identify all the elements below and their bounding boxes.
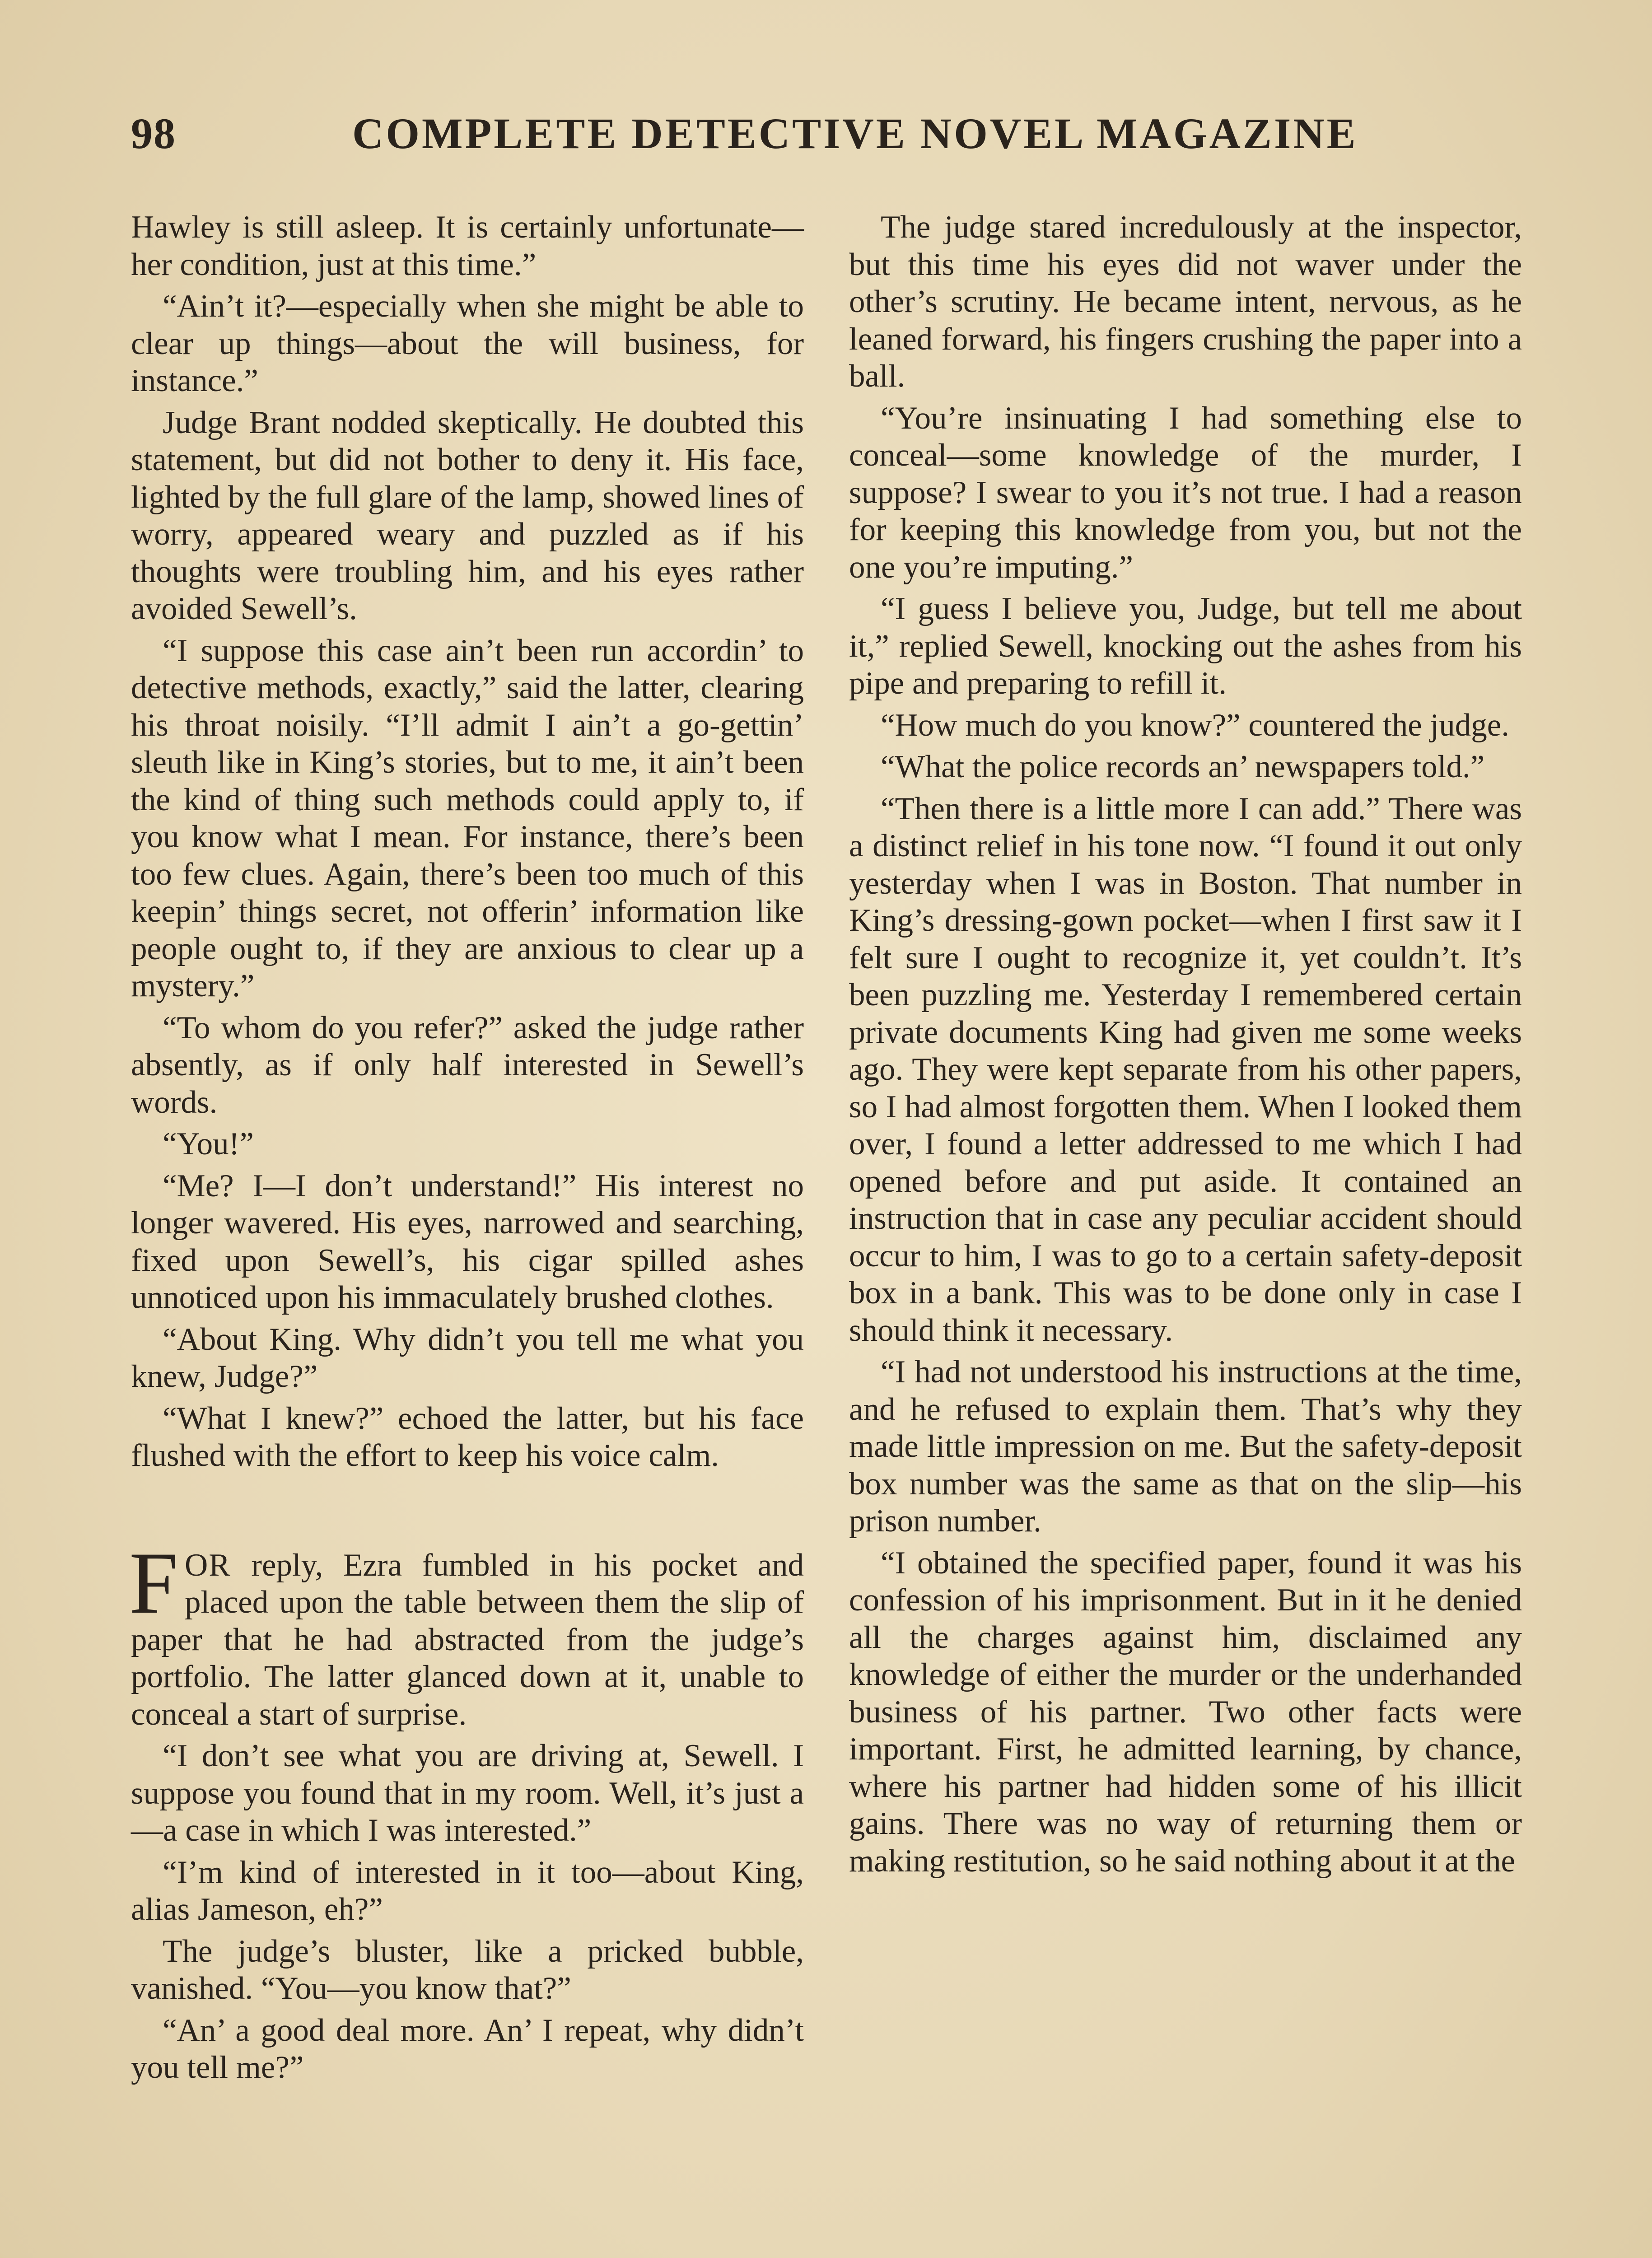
smallcaps-lead: OR (185, 1547, 231, 1583)
paragraph: “I don’t see what you are driving at, Sewell. I suppose you found that in my room. Well, it’s just a—a case in which I was interested.” (131, 1738, 804, 1848)
paragraph: “What I knew?” echoed the latter, but his face flushed with the effort to keep his voice calm. (131, 1400, 804, 1473)
paragraph: “I obtained the specified paper, found it was his confession of his imprisonment. But in it he denied all the charges against him, disclaimed any knowledge of either the murder or the underhanded business of his partner. Two other facts were important. First, he admitted learning, by chance, where his partner had hidden some of his illicit gains. There was no way of returning them or making restitution, so he said nothing about it at the (849, 1545, 1522, 1879)
paragraph-text: reply, Ezra fumbled in his pocket and placed upon the table between them the slip of paper that he had abstracted from the judge’s portfolio. The latter glanced down at it, unable to conceal a start of surprise. (131, 1547, 804, 1732)
paragraph: “What the police records an’ newspapers told.” (881, 749, 1485, 784)
paragraph: “You’re insinuating I had something else to conceal—some knowledge of the murder, I suppose? I swear to you it’s not true. I had a reason for keeping this knowledge from you, but not the one you’re imputing.” (849, 400, 1522, 585)
drop-cap: F (129, 1534, 179, 1632)
paragraph: “An’ a good deal more. An’ I repeat, why didn’t you tell me?” (131, 2012, 804, 2085)
section-break (131, 1479, 804, 1547)
paragraph: “I had not understood his instructions at the time, and he refused to explain them. That’s why they made little impression on me. But the safety-deposit box number was the same as that on the slip—his prison number. (849, 1354, 1522, 1539)
paragraph: “You!” (163, 1126, 254, 1162)
paragraph: Hawley is still asleep. It is certainly unfortunate—her condition, just at this time.” (131, 210, 804, 282)
paragraph: “I’m kind of interested in it too—about King, alias Jameson, eh?” (131, 1854, 804, 1927)
paragraph: “How much do you know?” countered the judge. (881, 707, 1509, 743)
paragraph: “To whom do you refer?” asked the judge rather absently, as if only half interested in Sewell’s words. (131, 1010, 804, 1120)
paragraph: The judge’s bluster, like a pricked bubble, vanished. “You—you know that?” (131, 1933, 804, 2006)
paragraph: “I suppose this case ain’t been run accordin’ to detective methods, exactly,” said the latter, clearing his throat noisily. “I’ll admit I ain’t a go-gettin’ sleuth like in King’s stories, but to me, it ain’t been the kind of thing such methods could apply to, if you know what I mean. For instance, there’s been too few clues. Again, there’s been too much of this keepin’ things secret, not offerin’ information like people ought to, if they are anxious to clear up a mystery.” (131, 633, 804, 1003)
paragraph: “Ain’t it?—especially when she might be able to clear up things—about the will business, for instance.” (131, 289, 804, 398)
running-title: COMPLETE DETECTIVE NOVEL MAGAZINE (352, 109, 1358, 158)
paragraph: The judge stared incredulously at the inspector, but this time his eyes did not waver under the other’s scrutiny. He became intent, nervous, as he leaned forward, his fingers crushing the paper into a ball. (849, 210, 1522, 394)
paragraph: “Me? I—I don’t understand!” His interest no longer wavered. His eyes, narrowed and searching, fixed upon Sewell’s, his cigar spilled ashes unnoticed upon his immaculately brushed clothes. (131, 1168, 804, 1315)
left-column (131, 209, 804, 2091)
page-number: 98 (131, 109, 176, 158)
right-column (849, 209, 1522, 1884)
paragraph: “Then there is a little more I can add.” There was a distinct relief in his tone now. “I found it out only yesterday when I was in Boston. That number in King’s dressing-gown pocket—when I first saw it I felt sure I ought to recognize it, yet couldn’t. It’s been puzzling me. Yesterday I remembered certain private documents King had given me some weeks ago. They were kept separate from his other papers, so I had almost forgotten them. When I looked them over, I found a letter addressed to me which I had opened before and put aside. It contained an instruction that in case any peculiar accident should occur to him, I was to go to a certain safety-deposit box in a bank. This was to be done only in case I should think it necessary. (849, 791, 1522, 1348)
paragraph: “I guess I believe you, Judge, but tell me about it,” replied Sewell, knocking out the ashes from his pipe and preparing to refill it. (849, 591, 1522, 701)
paragraph: Judge Brant nodded skeptically. He doubted this statement, but did not bother to deny it. His face, lighted by the full glare of the lamp, showed lines of worry, appeared weary and puzzled as if his thoughts were troubling him, and his eyes rather avoided Sewell’s. (131, 405, 804, 626)
dropcap-paragraph (129, 1534, 804, 1733)
page-header (131, 108, 1522, 176)
paragraph: “About King. Why didn’t you tell me what you knew, Judge?” (131, 1321, 804, 1394)
